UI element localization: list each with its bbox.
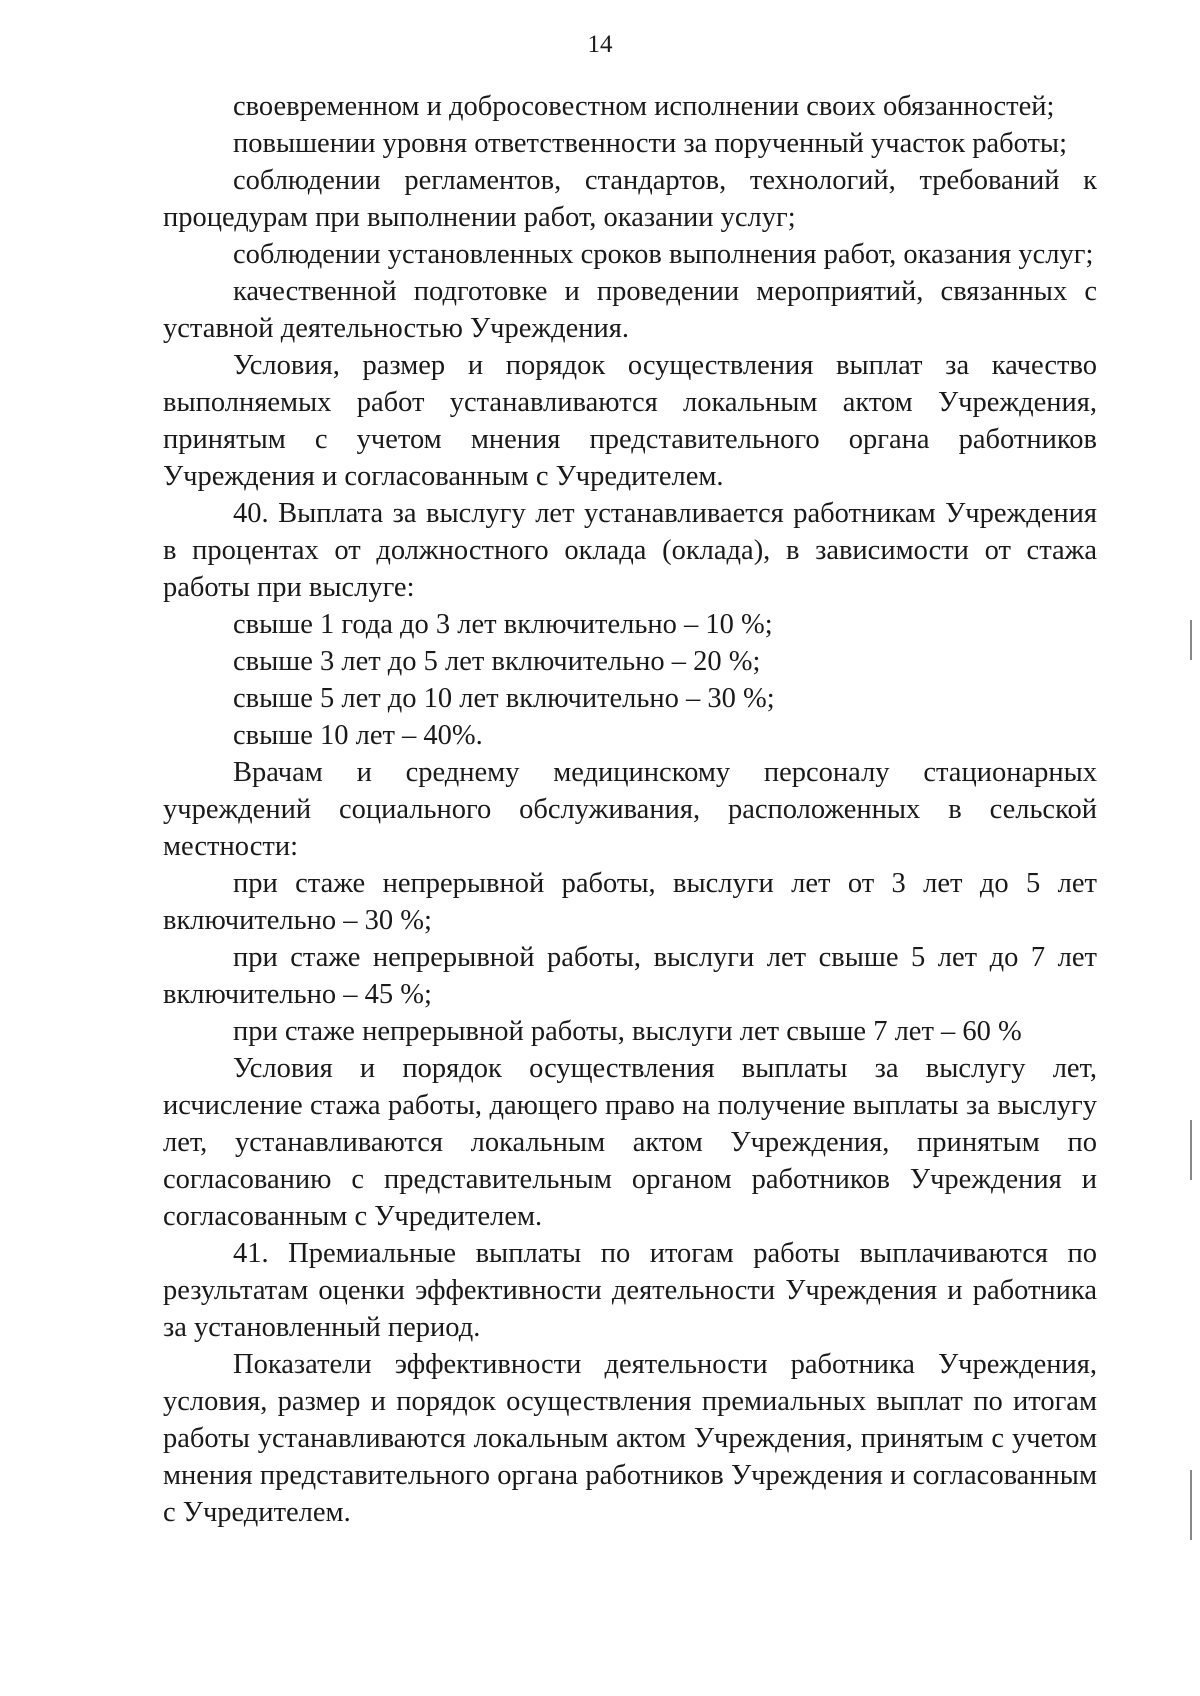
seniority-rate-line: свыше 1 года до 3 лет включительно – 10 %; bbox=[233, 609, 773, 640]
paragraph: качественной подготовке и проведении мероприятий, связанных с уставной деятельностью Учреждения. bbox=[163, 276, 1097, 344]
seniority-rate-line: свыше 10 лет – 40%. bbox=[233, 720, 483, 751]
paragraph: соблюдении установленных сроков выполнения работ, оказания услуг; bbox=[233, 239, 1094, 270]
paragraph: соблюдении регламентов, стандартов, технологий, требований к процедурам при выполнении работ, оказании услуг; bbox=[163, 165, 1097, 233]
seniority-rate-line: свыше 3 лет до 5 лет включительно – 20 %; bbox=[233, 646, 761, 677]
medical-rate-line: при стаже непрерывной работы, выслуги лет свыше 7 лет – 60 % bbox=[233, 1016, 1022, 1047]
paragraph: Условия и порядок осуществления выплаты за выслугу лет, исчисление стажа работы, дающего право на получение выплаты за выслугу лет, устанавливаются локальным актом Учреждения, принятым по согласованию с представительным органом работников Учреждения и согласованным с Учредителем. bbox=[163, 1053, 1097, 1232]
paragraph: Показатели эффективности деятельности работника Учреждения, условия, размер и порядок осуществления премиальных выплат по итогам работы устанавливаются локальным актом Учреждения, принятым с учетом мнения представительного органа работников Учреждения и согласованным с Учредителем. bbox=[163, 1349, 1097, 1528]
document-body bbox=[163, 88, 1097, 1531]
paragraph: Условия, размер и порядок осуществления выплат за качество выполняемых работ устанавливаются локальным актом Учреждения, принятым с учетом мнения представительного органа работников Учреждения и согласованным с Учредителем. bbox=[163, 350, 1097, 492]
scan-edge-mark bbox=[1190, 1120, 1192, 1180]
paragraph: повышении уровня ответственности за порученный участок работы; bbox=[233, 128, 1067, 159]
page-number: 14 bbox=[587, 31, 613, 58]
paragraph-item-41: 41. Премиальные выплаты по итогам работы выплачиваются по результатам оценки эффективности деятельности Учреждения и работника за установленный период. bbox=[163, 1238, 1097, 1343]
medical-rate-line: при стаже непрерывной работы, выслуги лет свыше 5 лет до 7 лет включительно – 45 %; bbox=[163, 942, 1097, 1010]
paragraph: своевременном и добросовестном исполнении своих обязанностей; bbox=[233, 91, 1055, 122]
paragraph: Врачам и среднему медицинскому персоналу стационарных учреждений социального обслуживания, расположенных в сельской местности: bbox=[163, 757, 1097, 862]
scan-edge-mark bbox=[1190, 1470, 1192, 1540]
paragraph-item-40: 40. Выплата за выслугу лет устанавливается работникам Учреждения в процентах от должностного оклада (оклада), в зависимости от стажа работы при выслуге: bbox=[163, 498, 1097, 603]
scan-edge-mark bbox=[1190, 620, 1192, 660]
medical-rate-line: при стаже непрерывной работы, выслуги лет от 3 лет до 5 лет включительно – 30 %; bbox=[163, 868, 1097, 936]
seniority-rate-line: свыше 5 лет до 10 лет включительно – 30 %; bbox=[233, 683, 775, 714]
